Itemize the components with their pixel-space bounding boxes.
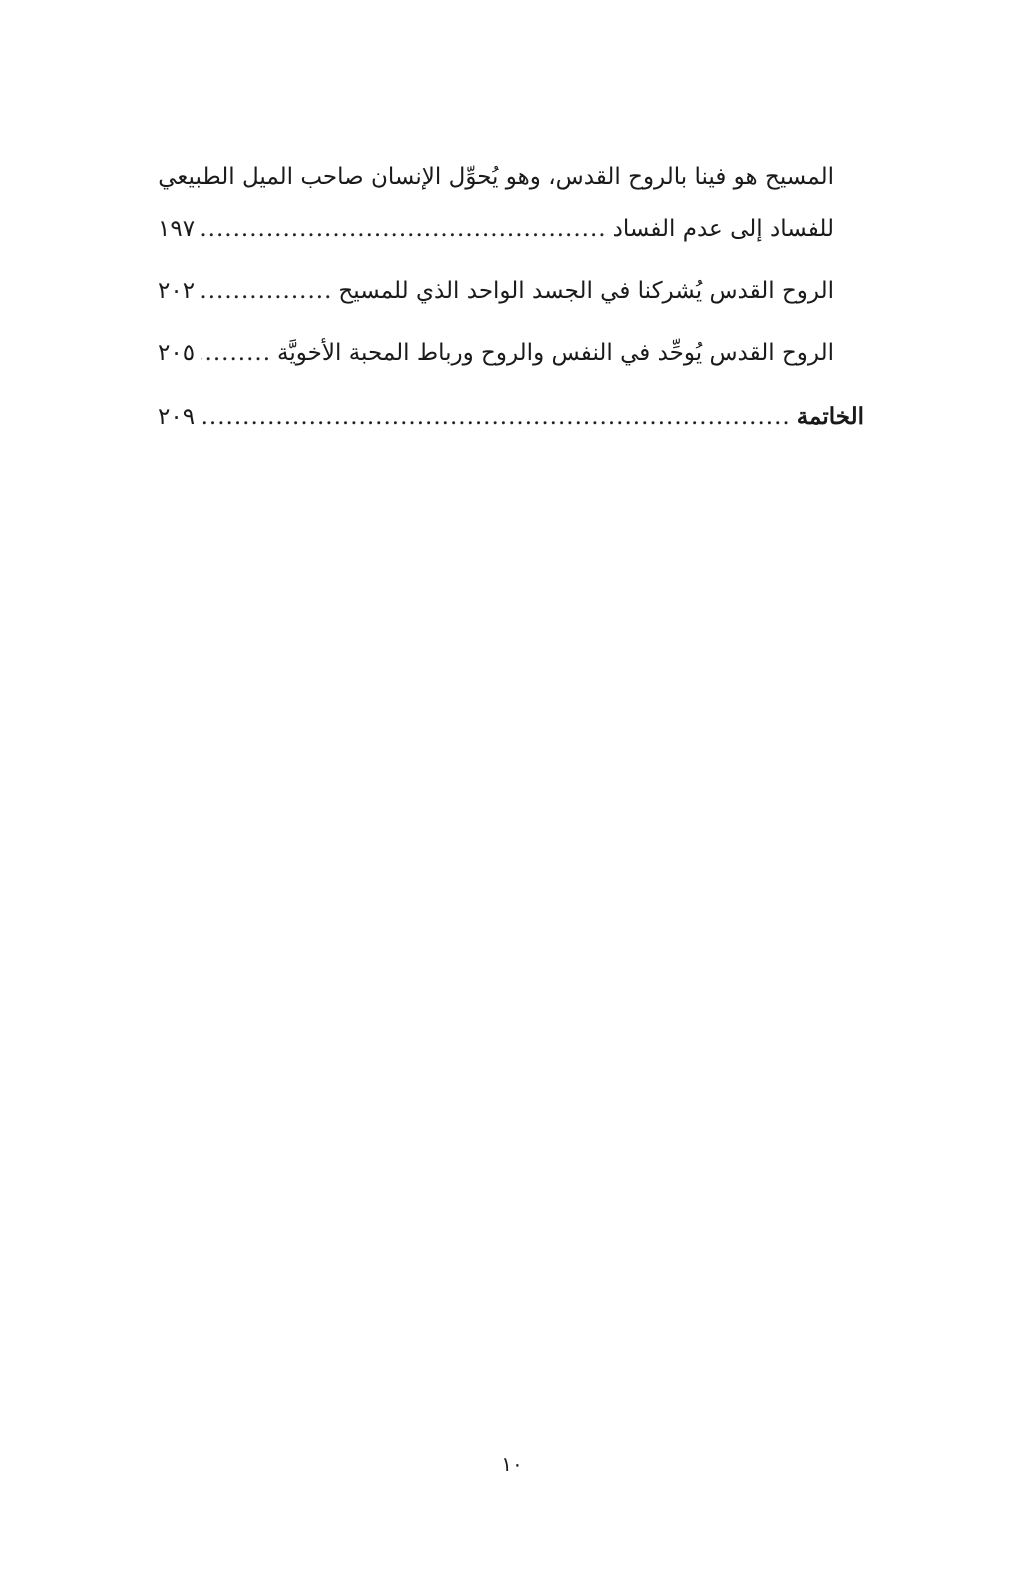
toc-entry-conclusion[interactable] (158, 400, 864, 434)
toc-entry-line (158, 212, 834, 246)
toc-entry-line (158, 400, 864, 434)
toc-entry-line (158, 336, 834, 370)
dot-leader (201, 336, 271, 370)
toc-entry-title: الروح القدس يُشركنا في الجسد الواحد الذي للمسيح (338, 278, 834, 304)
toc-entry-page-number: ٢٠٢ (158, 278, 196, 304)
toc-entry-title-line1: المسيح هو فينا بالروح القدس، وهو يُحوِّل الإنسان صاحب الميل الطبيعي (158, 164, 834, 190)
toc-entry-christ-in-us[interactable] (158, 160, 834, 246)
toc-entry-page-number: ١٩٧ (158, 216, 196, 242)
toc-entry-title: الخاتمة (796, 403, 864, 430)
toc-entry-line (158, 274, 834, 308)
toc-entry-unity-of-soul[interactable] (158, 336, 834, 370)
toc-entry-title: للفساد إلى عدم الفساد (612, 216, 834, 242)
toc-entry-page-number: ٢٠٥ (158, 340, 196, 366)
page-number: ١٠ (501, 1452, 523, 1476)
dot-leader (201, 274, 332, 308)
dot-leader (201, 400, 791, 434)
dot-leader (201, 212, 607, 246)
table-of-contents (158, 160, 864, 434)
toc-entry-one-body[interactable] (158, 274, 834, 308)
toc-entry-page-number: ٢٠٩ (158, 404, 196, 430)
toc-entry-title: الروح القدس يُوحِّد في النفس والروح ورباط المحبة الأخويَّة (277, 340, 834, 366)
